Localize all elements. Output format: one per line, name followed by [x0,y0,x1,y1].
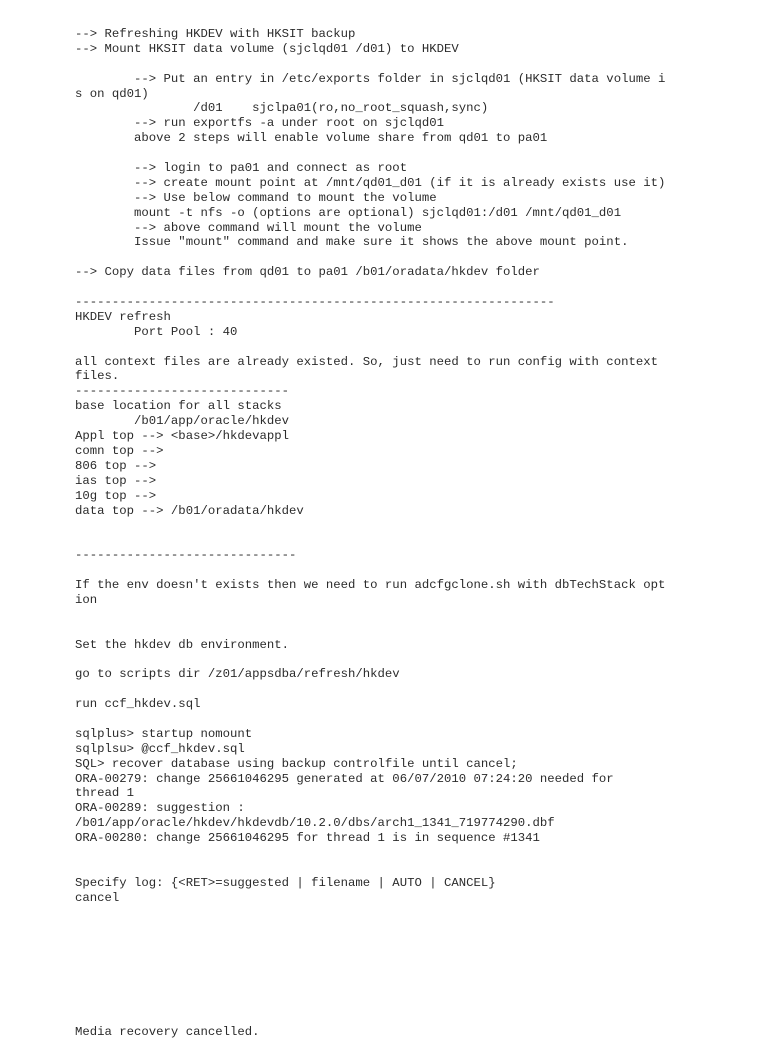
blank-line [75,250,755,265]
blank-line [75,57,755,72]
text-line: Specify log: {<RET>=suggested | filename | AUTO | CANCEL} [75,875,496,890]
text-line: --> run exportfs -a under root on sjclqd01 [75,116,444,131]
blank-line [75,563,755,578]
text-line: --> Put an entry in /etc/exports folder in sjclqd01 (HKSIT data volume i [75,71,666,86]
blank-line [75,846,755,861]
blank-line [75,965,755,980]
text-line: ORA-00279: change 25661046295 generated at 06/07/2010 07:24:20 needed for [75,771,614,786]
text-line: above 2 steps will enable volume share from qd01 to pa01 [75,131,548,146]
text-line: files. [75,369,120,384]
blank-line [75,608,755,623]
text-line: /b01/app/oracle/hkdev [75,414,290,429]
text-line: ias top --> [75,473,157,488]
text-line: Media recovery cancelled. [75,1024,260,1039]
text-line: Issue "mount" command and make sure it shows the above mount point. [75,235,629,250]
text-line: thread 1 [75,786,135,801]
text-line: Set the hkdev db environment. [75,637,290,652]
text-line: HKDEV refresh [75,309,171,324]
text-line: comn top --> [75,443,164,458]
text-line: base location for all stacks [75,399,282,414]
text-line: /b01/app/oracle/hkdev/hkdevdb/10.2.0/dbs/arch1_1341_719774290.dbf [75,816,555,831]
blank-line [75,146,755,161]
text-line: ion [75,592,98,607]
blank-line [75,861,755,876]
text-line: ------------------------------ [75,548,297,563]
text-line: run ccf_hkdev.sql [75,697,201,712]
blank-line [75,533,755,548]
text-line: sqlplsu> @ccf_hkdev.sql [75,741,245,756]
text-line: go to scripts dir /z01/appsdba/refresh/hkdev [75,667,400,682]
blank-line [75,1010,755,1025]
text-line: ----------------------------------------------------------------- [75,295,555,310]
text-line: Port Pool : 40 [75,324,238,339]
blank-line [75,682,755,697]
blank-line [75,906,755,921]
text-line: data top --> /b01/oradata/hkdev [75,503,304,518]
blank-line [75,995,755,1010]
text-line: --> Use below command to mount the volume [75,190,437,205]
text-line: ----------------------------- [75,384,290,399]
text-line: --> login to pa01 and connect as root [75,161,408,176]
text-line: all context files are already existed. So, just need to run config with context [75,354,658,369]
text-line: ORA-00289: suggestion : [75,801,245,816]
text-line: /d01 sjclpa01(ro,no_root_squash,sync) [75,101,489,116]
blank-line [75,623,755,638]
text-line: ORA-00280: change 25661046295 for thread 1 is in sequence #1341 [75,831,540,846]
text-line: --> Refreshing HKDEV with HKSIT backup [75,27,356,41]
text-line: mount -t nfs -o (options are optional) sjclqd01:/d01 /mnt/qd01_d01 [75,205,622,220]
text-line: --> Mount HKSIT data volume (sjclqd01 /d01) to HKDEV [75,41,459,56]
blank-line [75,518,755,533]
text-line: cancel [75,890,120,905]
text-line: SQL> recover database using backup controlfile until cancel; [75,756,518,771]
text-line: s on qd01) [75,86,149,101]
blank-line [75,712,755,727]
blank-line [75,340,755,355]
text-line: 10g top --> [75,488,157,503]
blank-line [75,980,755,995]
blank-line [75,950,755,965]
text-line: If the env doesn't exists then we need to run adcfgclone.sh with dbTechStack opt [75,577,666,592]
text-line: --> Copy data files from qd01 to pa01 /b01/oradata/hkdev folder [75,265,540,280]
text-line: --> above command will mount the volume [75,220,422,235]
text-line: sqlplus> startup nomount [75,726,253,741]
blank-line [75,935,755,950]
blank-line [75,920,755,935]
document-page [75,27,755,1040]
text-line: Appl top --> <base>/hkdevappl [75,429,290,444]
text-line: --> create mount point at /mnt/qd01_d01 (if it is already exists use it) [75,175,666,190]
blank-line [75,652,755,667]
blank-line [75,280,755,295]
text-line: 806 top --> [75,458,157,473]
